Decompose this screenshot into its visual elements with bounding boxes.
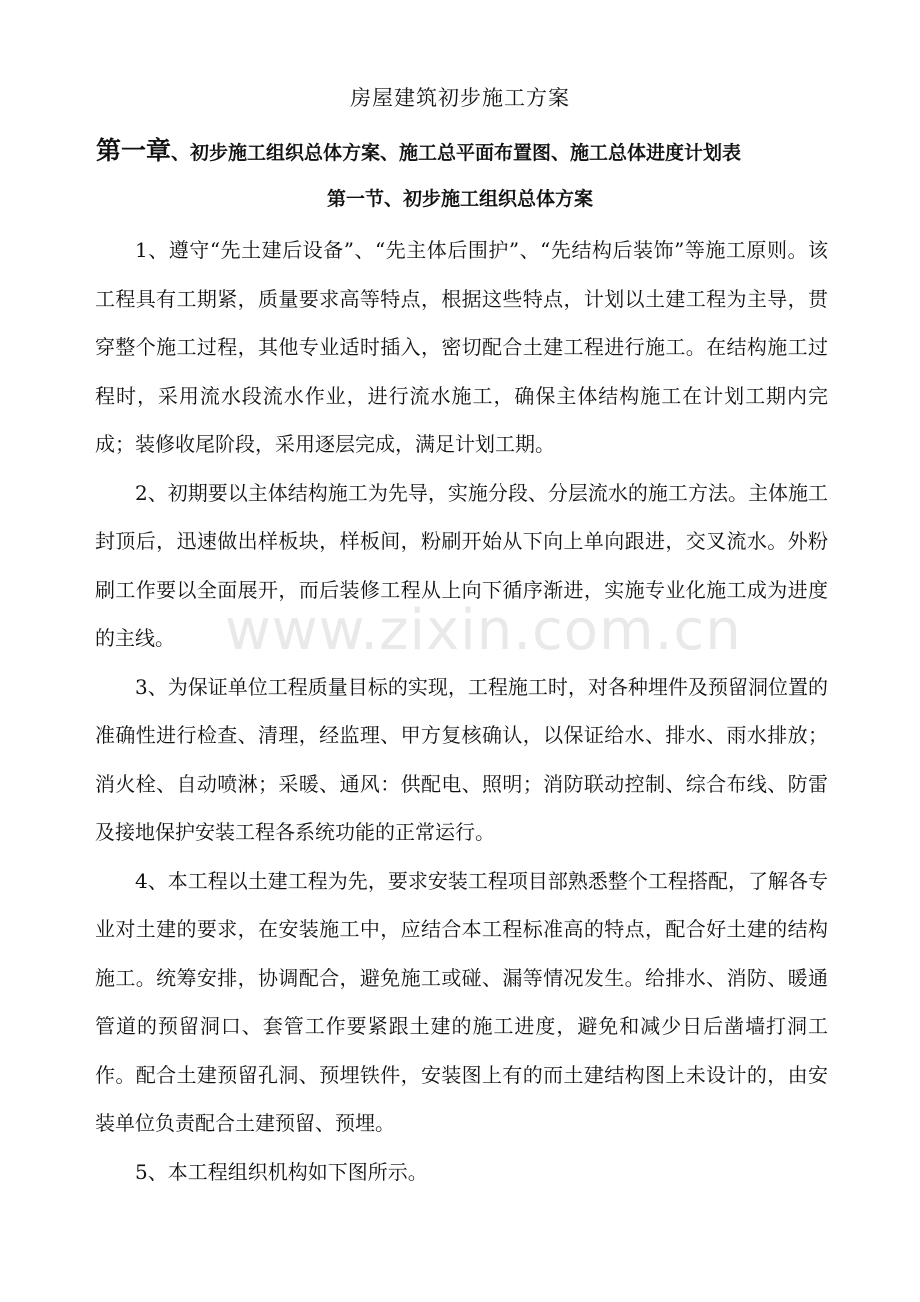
paragraph-1: 1、遵守“先土建后设备”、“先主体后围护”、“先结构后装饰”等施工原则。该工程具有工期紧，质量要求高等特点，根据这些特点，计划以土建工程为主导，贯穿整个施工过程，其他专业适时插入，密切配合土建工程进行施工。在结构施工过程时，采用流水段流水作业，进行流水施工，确保主体结构施工在计划工期内完成；装修收尾阶段，采用逐层完成，满足计划工期。 — [95, 238, 828, 456]
site-watermark: www.zixin.com.cn — [225, 598, 742, 663]
body-text — [95, 226, 828, 1196]
paragraph-2: 2、初期要以主体结构施工为先导，实施分段、分层流水的施工方法。主体施工封顶后，迅速做出样板块，样板间，粉刷开始从下向上单向跟进，交叉流水。外粉刷工作要以全面展开，而后装修工程从上向下循序渐进，实施专业化施工成为进度的主线。 — [95, 480, 828, 650]
chapter-heading — [96, 131, 856, 167]
paragraph-4: 4、本工程以土建工程为先，要求安装工程项目部熟悉整个工程搭配，了解各专业对土建的要求，在安装施工中，应结合本工程标准高的特点，配合好土建的结构施工。统筹安排，协调配合，避免施工或碰、漏等情况发生。给排水、消防、暖通管道的预留洞口、套管工作要紧跟土建的施工进度，避免和减少日后凿墙打洞工作。配合土建预留孔洞、预埋铁件，安装图上有的而土建结构图上未设计的，由安装单位负责配合土建预留、预埋。 — [95, 868, 828, 1135]
paragraph-3: 3、为保证单位工程质量目标的实现，工程施工时，对各种埋件及预留洞位置的准确性进行检查、清理，经监理、甲方复核确认，以保证给水、排水、雨水排放；消火栓、自动喷淋；采暖、通风：供配电、照明；消防联动控制、综合布线、防雷及接地保护安装工程各系统功能的正常运行。 — [95, 674, 828, 844]
paragraph-5: 5、本工程组织机构如下图所示。 — [135, 1159, 428, 1184]
section-heading: 第一节、初步施工组织总体方案 — [326, 188, 593, 210]
document-title: 房屋建筑初步施工方案 — [350, 86, 570, 110]
chapter-title: 、初步施工组织总体方案、施工总平面布置图、施工总体进度计划表 — [171, 142, 742, 164]
chapter-number: 第一章 — [96, 136, 172, 165]
